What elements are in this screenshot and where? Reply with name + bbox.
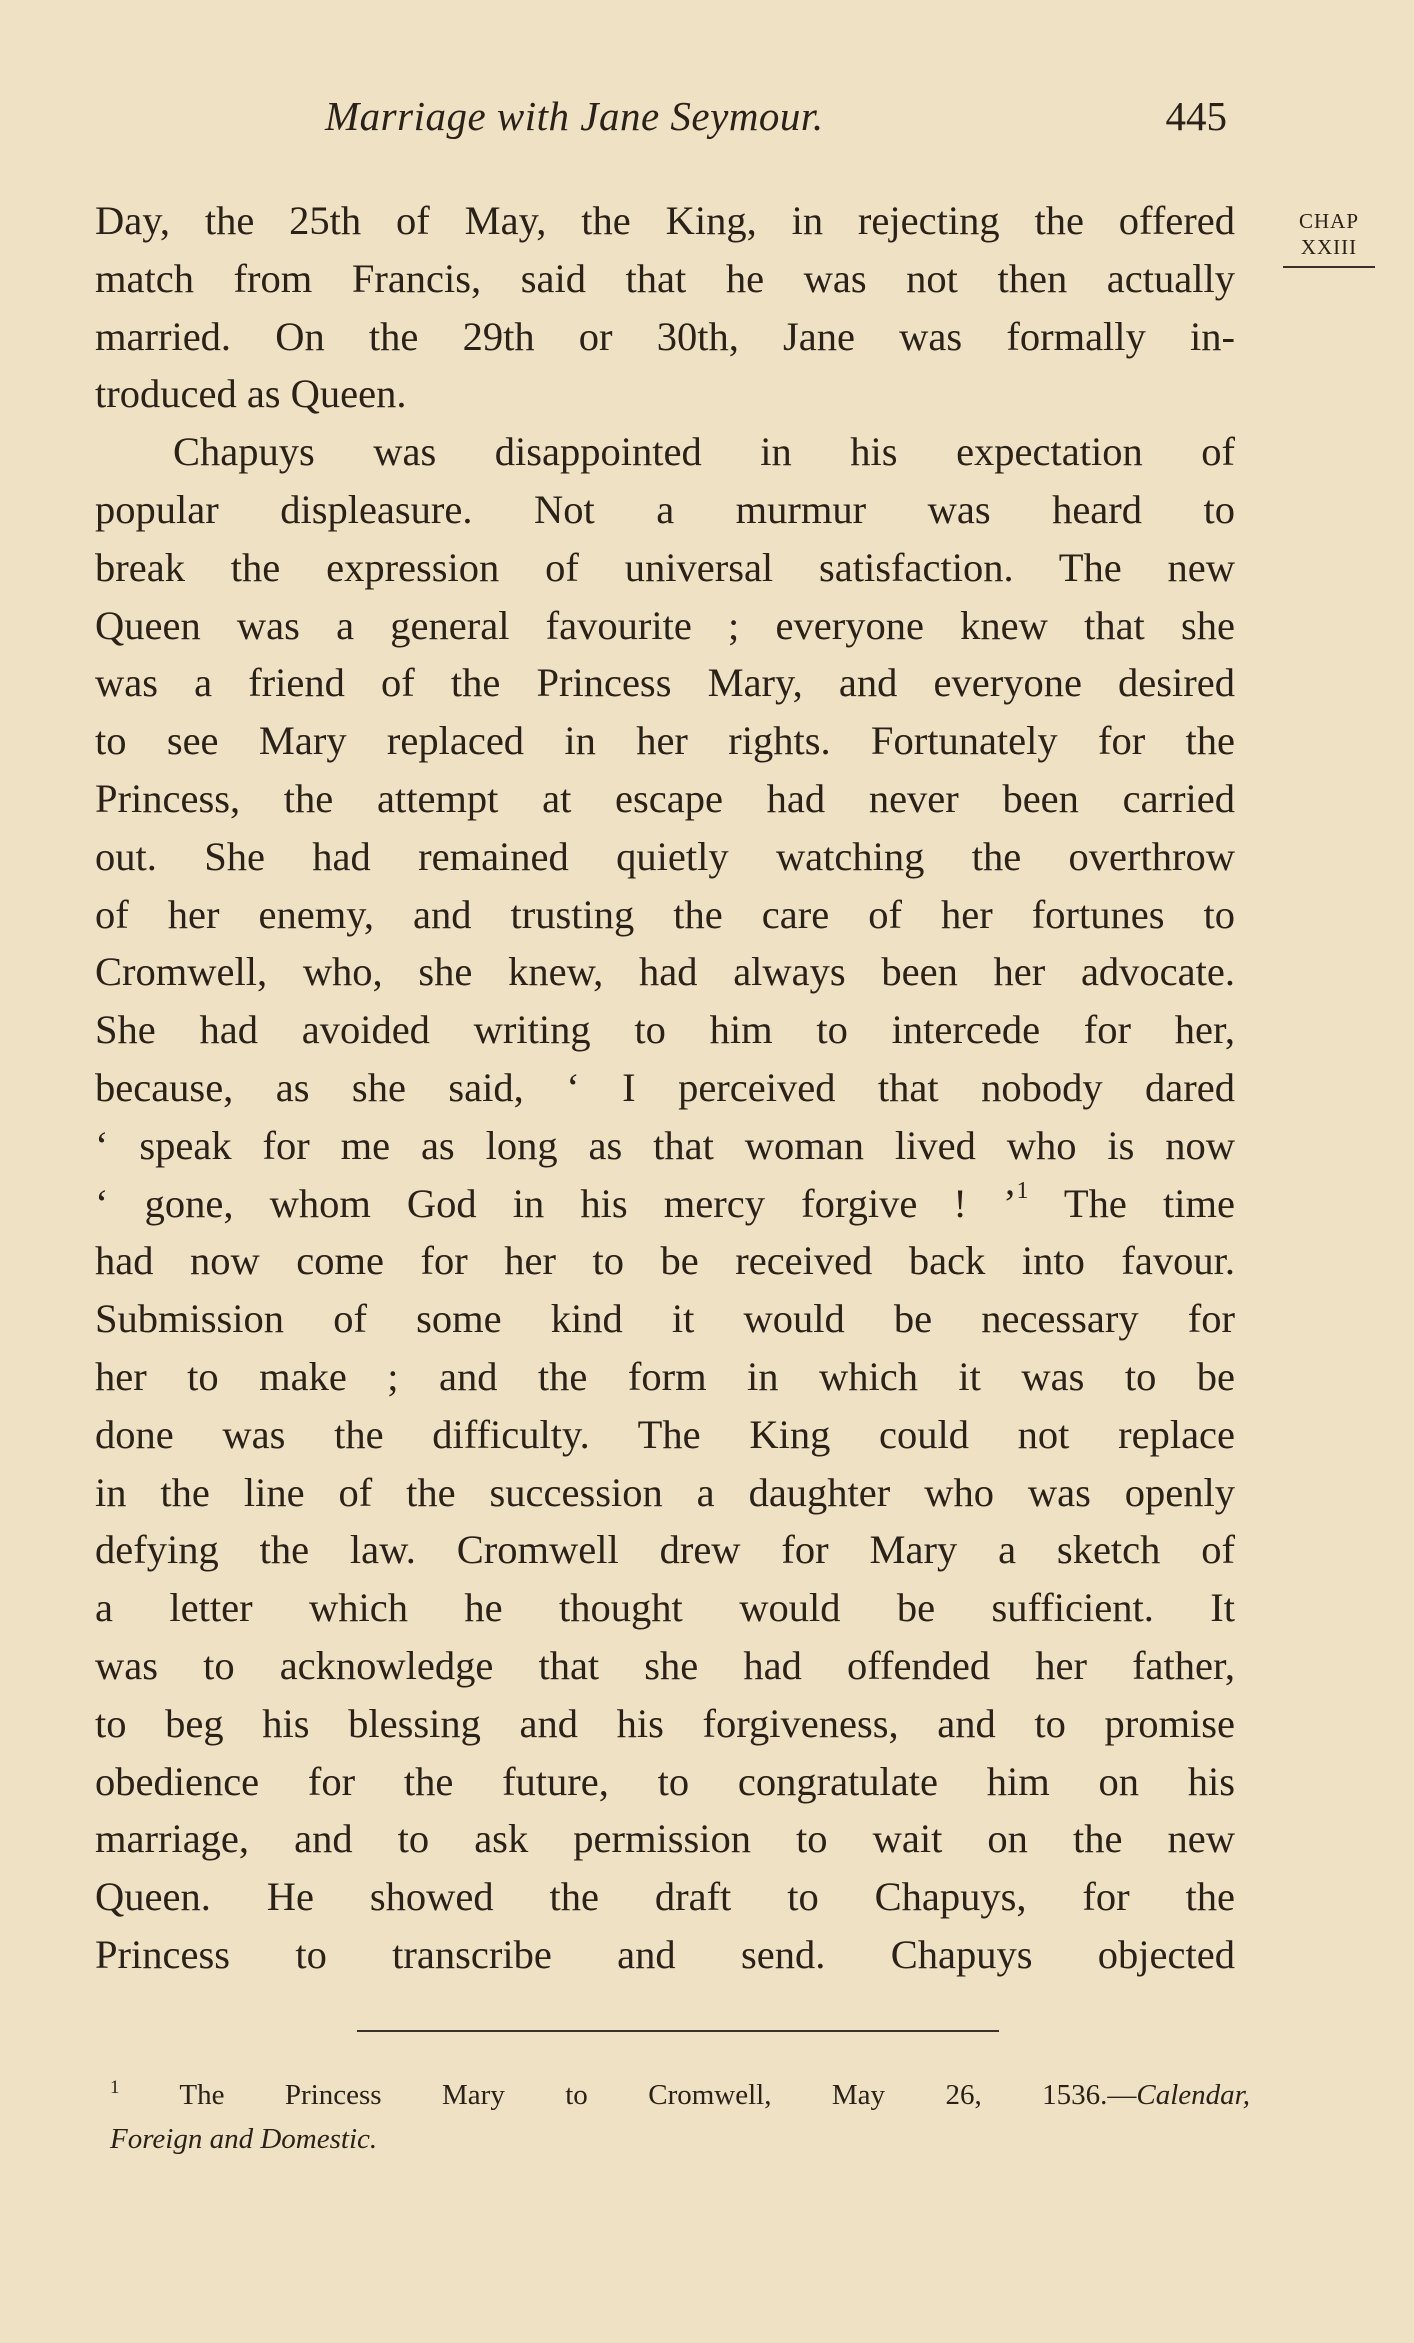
text-line: Chapuys was disappointed in his expectation of [173,429,1235,475]
running-head [95,92,1235,152]
text-line: her to make ; and the form in which it was to be [95,1353,1235,1399]
text-line-part: The time [1063,1180,1235,1226]
text-line: to see Mary replaced in her rights. Fortunately for the [95,718,1235,764]
text-line: defying the law. Cromwell drew for Mary a sketch of [95,1527,1235,1573]
chapter-number: XXIII [1300,235,1358,259]
text-line: troduced as Queen. [95,371,407,417]
text-line: had now come for her to be received back into favour. [95,1238,1235,1284]
text-line: to beg his blessing and his forgiveness, and to promise [95,1700,1235,1746]
text-line-with-footnote-ref [95,1175,1235,1233]
text-line: She had avoided writing to him to intercede for her, [95,1007,1235,1053]
footnote-citation: The Princess Mary to Cromwell, May 26, 1536.— [179,2079,1137,2111]
text-line: married. On the 29th or 30th, Jane was formally in- [95,313,1235,359]
text-line: was to acknowledge that she had offended her father, [95,1642,1235,1688]
footnote-reference: 1 [1016,1177,1029,1204]
body-text [95,192,1235,1984]
chapter-marker [1283,208,1375,268]
text-line: popular displeasure. Not a murmur was heard to [95,486,1235,532]
text-line-part: ‘ gone, whom God in his mercy forgive ! ’ [95,1180,1017,1226]
text-line: a letter which he thought would be sufficient. It [95,1585,1235,1631]
footnote-source: Calendar, [1136,2079,1250,2111]
text-line: Queen was a general favourite ; everyone knew that she [95,602,1235,648]
text-line: obedience for the future, to congratulate him on his [95,1758,1235,1804]
text-line: marriage, and to ask permission to wait on the new [95,1816,1235,1862]
text-line: break the expression of universal satisfaction. The new [95,544,1235,590]
text-line: Cromwell, who, she knew, had always been her advocate. [95,949,1235,995]
text-line: Princess to transcribe and send. Chapuys objected [95,1931,1235,1977]
text-line: of her enemy, and trusting the care of her fortunes to [95,891,1235,937]
page-number: 445 [1165,93,1227,139]
text-line: done was the difficulty. The King could not replace [95,1411,1235,1457]
text-line: was a friend of the Princess Mary, and everyone desired [95,660,1235,706]
text-line: Submission of some kind it would be necessary for [95,1296,1235,1342]
text-line: in the line of the succession a daughter who was openly [95,1469,1235,1515]
text-line: ‘ speak for me as long as that woman lived who is now [95,1122,1235,1168]
chapter-label: CHAP [1298,209,1360,233]
chapter-rule [1283,266,1375,268]
footnote-line [110,2073,1250,2117]
text-line: Princess, the attempt at escape had never been carried [95,775,1235,821]
footnote [110,2073,1250,2161]
text-line: match from Francis, said that he was not then actually [95,255,1235,301]
text-line: Day, the 25th of May, the King, in rejecting the offered [95,198,1235,243]
running-title: Marriage with Jane Seymour. [325,93,824,139]
text-line: out. She had remained quietly watching the overthrow [95,833,1235,879]
footnote-source-continued: Foreign and Domestic. [110,2123,378,2155]
text-line: Queen. He showed the draft to Chapuys, for the [95,1874,1235,1920]
footnote-divider [357,2030,999,2032]
text-line: because, as she said, ‘ I perceived that nobody dared [95,1064,1235,1110]
footnote-marker: 1 [110,2077,120,2098]
